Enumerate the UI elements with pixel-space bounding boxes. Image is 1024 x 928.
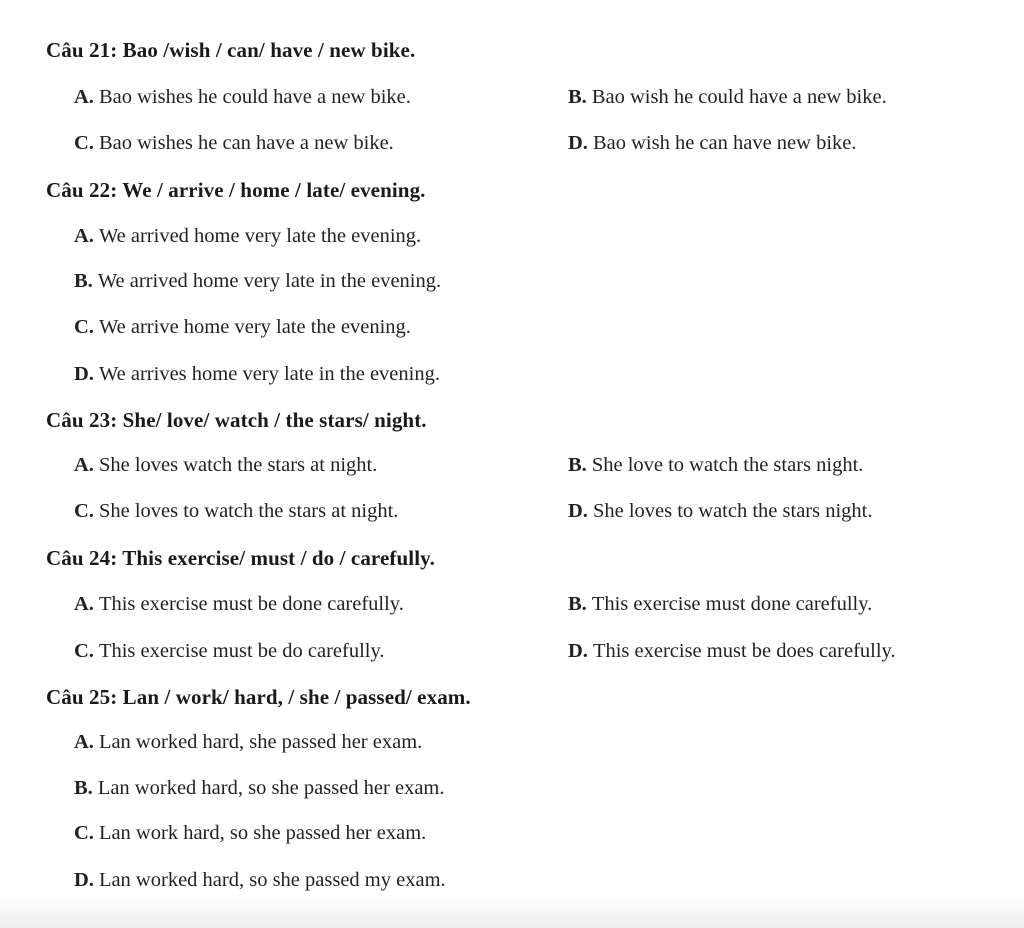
option-text: Bao wishes he can have a new bike. xyxy=(98,132,394,154)
option-letter: B. xyxy=(568,86,587,108)
option-text: Bao wishes he could have a new bike. xyxy=(98,86,411,108)
question-23-option-a[interactable] xyxy=(74,454,377,477)
option-letter: C. xyxy=(74,640,94,662)
option-letter: D. xyxy=(568,132,588,154)
option-letter: A. xyxy=(74,86,94,108)
question-25-option-d[interactable] xyxy=(74,869,446,892)
question-25-option-a[interactable] xyxy=(74,731,422,754)
option-text: Bao wish he can have new bike. xyxy=(592,132,857,154)
option-text: Lan worked hard, she passed her exam. xyxy=(98,731,423,753)
option-letter: D. xyxy=(568,640,588,662)
question-22-option-d[interactable] xyxy=(74,363,440,386)
option-letter: C. xyxy=(74,132,94,154)
question-22-option-a[interactable] xyxy=(74,225,421,248)
option-text: Bao wish he could have a new bike. xyxy=(591,86,887,108)
question-24-option-b[interactable] xyxy=(568,593,872,616)
question-24-title: Câu 24: This exercise/ must / do / carefully. xyxy=(46,546,435,570)
option-letter: D. xyxy=(74,869,94,891)
question-21-option-c[interactable] xyxy=(74,132,394,155)
question-23-title: Câu 23: She/ love/ watch / the stars/ night. xyxy=(46,408,427,432)
question-24-option-d[interactable] xyxy=(568,640,896,663)
question-22-title: Câu 22: We / arrive / home / late/ evening. xyxy=(46,178,426,202)
question-25-option-c[interactable] xyxy=(74,822,426,845)
bottom-edge-shadow xyxy=(0,894,1024,928)
option-text: We arrives home very late in the evening. xyxy=(98,363,440,385)
option-letter: A. xyxy=(74,454,94,476)
question-24-option-a[interactable] xyxy=(74,593,404,616)
option-text: This exercise must done carefully. xyxy=(591,593,873,615)
option-text: This exercise must be does carefully. xyxy=(592,640,896,662)
option-letter: B. xyxy=(74,777,93,799)
question-22-option-b[interactable] xyxy=(74,270,441,293)
question-21-option-a[interactable] xyxy=(74,86,411,109)
option-text: She loves to watch the stars night. xyxy=(592,500,873,522)
option-text: She loves watch the stars at night. xyxy=(98,454,378,476)
option-text: Lan worked hard, so she passed my exam. xyxy=(98,869,446,891)
option-letter: C. xyxy=(74,822,94,844)
option-letter: C. xyxy=(74,500,94,522)
option-letter: B. xyxy=(74,270,93,292)
option-letter: C. xyxy=(74,316,94,338)
option-letter: A. xyxy=(74,593,94,615)
option-letter: D. xyxy=(568,500,588,522)
option-text: This exercise must be done carefully. xyxy=(98,593,404,615)
question-21-title: Câu 21: Bao /wish / can/ have / new bike. xyxy=(46,38,416,62)
question-25-option-b[interactable] xyxy=(74,777,445,800)
option-text: She loves to watch the stars at night. xyxy=(98,500,399,522)
question-22-option-c[interactable] xyxy=(74,316,411,339)
question-21-option-b[interactable] xyxy=(568,86,887,109)
option-text: We arrived home very late the evening. xyxy=(98,225,422,247)
question-25-title: Câu 25: Lan / work/ hard, / she / passed/ exam. xyxy=(46,685,471,709)
question-23-option-d[interactable] xyxy=(568,500,873,523)
option-text: We arrive home very late the evening. xyxy=(98,316,411,338)
question-23-option-c[interactable] xyxy=(74,500,398,523)
option-letter: D. xyxy=(74,363,94,385)
option-letter: A. xyxy=(74,225,94,247)
option-text: Lan work hard, so she passed her exam. xyxy=(98,822,427,844)
option-letter: B. xyxy=(568,454,587,476)
question-24-option-c[interactable] xyxy=(74,640,385,663)
option-text: We arrived home very late in the evening. xyxy=(97,270,442,292)
option-text: She love to watch the stars night. xyxy=(591,454,864,476)
question-23-option-b[interactable] xyxy=(568,454,863,477)
question-21-option-d[interactable] xyxy=(568,132,857,155)
option-text: This exercise must be do carefully. xyxy=(98,640,385,662)
option-letter: A. xyxy=(74,731,94,753)
option-text: Lan worked hard, so she passed her exam. xyxy=(97,777,445,799)
option-letter: B. xyxy=(568,593,587,615)
